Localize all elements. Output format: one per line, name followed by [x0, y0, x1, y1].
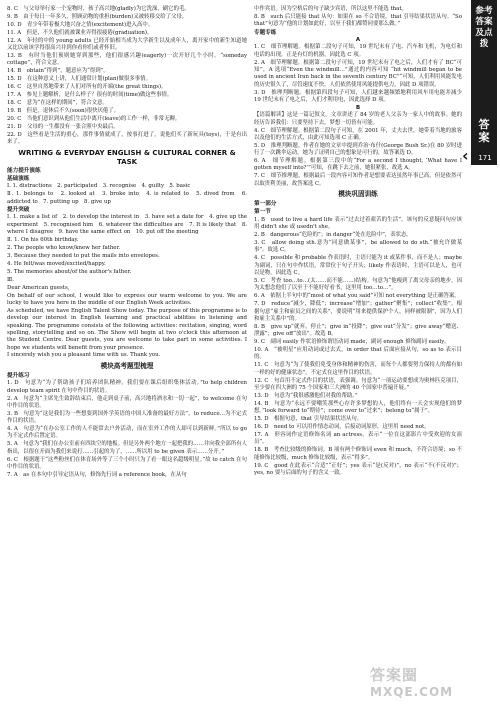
answer-item: 12. A 年轻的中的 young adults 已经开始相当成为大学新生以及成年人，离开家中的新生知道她又比以前该学得很高兴并到你看你们或者怀旧。	[7, 37, 247, 52]
answer-item: 9. B 由于每日一年多久，照顾动物的重担(burden)又被转移交给了父母。	[7, 13, 188, 20]
passage-label-b: B	[355, 104, 361, 111]
answer-item: 4. He felt/was moved/excited/happy.	[7, 260, 106, 267]
answer-item: 4. A 句意为“在办公室工作的人不能常去户外活动，而在室外工作的人却可以到新鲜。”所以 to go 为不定式作后置定语。	[7, 426, 247, 440]
answer-item: Ⅰ. 1. distractions 2. participated 3. recognise 4. guilty 5. basic	[7, 183, 191, 190]
answer-item: 1. D 句意为“为了帮助孩子们培养团队精神，我们要在课后组织集体活动。”to help children develop team spirit 在句中作目的状语。	[7, 380, 247, 394]
answer-item: 3. B 句意为“这是我们为一些想要到国外学英语的中国人准备的最好方法”。to reduce…为不定式作目的状语。	[7, 410, 247, 425]
heading-module-training: 模块巩固训练	[338, 190, 378, 199]
answer-item: 12. C 句首用不定式作目的状语，表强调。句意为“一项运动要想成为奥林匹克项目，至少要在四大洲的 75 个国家和三大洲的 40 个国家中普遍开展。”	[254, 377, 462, 391]
answer-item: Ⅲ.	[7, 276, 14, 283]
answer-item: 15. D 在这种意义上讲，人们通常计划(plan)做很多事情。	[7, 76, 151, 83]
basic-answers	[7, 183, 247, 206]
answer-item: 7. D reduce“减少，降低”；increase“增加”；gather“聚集”；collect“收集”。根据句意“雇主和雇员之间的关系”，要说明“用来提供保护个人，同样被限制”，因为人们和雇主关系中”的。	[254, 301, 462, 322]
answer-item: Ⅱ. 1. On his 60th birthday.	[7, 236, 79, 243]
right-column	[254, 6, 462, 478]
answer-tab	[471, 0, 497, 165]
answer-item: 17. A 形容词作定语修饰名词 an actress，表示“一位在这部影片中受欢迎的女演员”。	[254, 432, 462, 446]
answer-item: 13. D 句意为“我很感激他们对我的帮助。”	[254, 392, 358, 399]
tab-answer-label: 答案	[478, 118, 490, 144]
watermark-text-top: 答案圈	[370, 666, 419, 684]
answer-item: 2. B dangerous“危险的”；in danger“处在危险中”，表状态。	[254, 232, 412, 239]
watermark-logo	[370, 664, 498, 704]
answer-item: As scheduled, we have English Talent Show today. The purpose of this programme is to develop our interest in English learning and practical abilities in listening and speaking. The programme consists of the following activities: recitation, singing, word spelling, storytelling and so on. The Show will begin at two o'clock this afternoon at the Student Centre. Dear guests, you are welcome to take part in some activities. I hope we students will benefit from your presence.	[7, 307, 247, 351]
answer-list-continued	[254, 6, 462, 29]
answer-item: 14. B 句意为“永远不要嘲笑那些心存许多梦想的人，他们终有一天会实现他们的梦想。”look forward to“期待”；come over to“过来”；belong to“属于”。	[254, 400, 462, 415]
answer-item: Ⅱ. 1. belongs to 2. looked at 3. broke into 4. is related to 5. dived from 6. addicted to 7. putting up 8. give up	[7, 191, 247, 205]
answer-item: 9. C 副词 easily 作状语修饰谓语动词 made，副词 enough 修饰副词 easily。	[254, 339, 450, 346]
heading-module-review: 模块高考题型梳理	[100, 361, 154, 370]
answer-item: 1. C 细节理解题。根据第二段句子可知，19 世纪末有了电、汽车和飞机，为电灯和电话的出现，正是有灯的机器，因此选 C 项。	[254, 44, 462, 58]
tab-title: 参考答案及点拨	[475, 6, 493, 49]
heading-ability: 能力提升演练	[7, 167, 41, 174]
answer-list-top	[7, 6, 247, 147]
answer-item: On behalf of our school, I would like to express our warm welcome to you. We are lucky to have you here in the middle of our English Week activities.	[7, 292, 247, 306]
answer-item: 3. C allow doing sth.意为“同意做某事”，be allowed to do sth.“被允许做某事”。故选 C。	[254, 240, 462, 254]
answer-item: 18. B 考查比较级的修饰词。B 项有两个修饰词 even 和 much，不符合语境；so 不能修饰比较级，much 修饰比较级，表示“得多”。	[254, 447, 462, 461]
answer-item: 8. C 与父母举行家一个宠物时，孩子高兴地(gladly)为它洗澡，刷它的毛。	[7, 6, 190, 12]
answer-item: 7. A as 在本句中引导定语从句，修饰先行词 a reference book，在从句	[7, 471, 187, 478]
training-answers	[254, 217, 462, 477]
answer-item: 2. The people who know/knew her father.	[7, 244, 121, 251]
answer-item: 13. B 有时当他们预则她穿到那些，他们很感兴趣(eagerly)一次开好几个小时。“someday cottage”，符合文意。	[7, 53, 247, 67]
heading-part-one: 第一部分	[254, 201, 277, 208]
answer-item: Dear American guests,	[7, 284, 70, 291]
heading-section-one: 第一节	[254, 209, 271, 216]
answer-item: 4. C 细节理解题。根据第二段句子可知，在 2001 年，丈夫去世，她带着当地的旅客以及他们的生活方式，由此可知选项 C 正确。	[254, 127, 462, 141]
passage-a-answers	[254, 44, 462, 104]
answer-item: 19. C good 在此表示“合适”“正好”；yes 表示“是(反对)”，no 表示“不(不反对)”；yes, no 要与后面的句子的含义一致。	[254, 462, 462, 476]
heading-practice: 提升练习	[7, 372, 30, 379]
answer-item: 6. C 根据题干“这些粉丝们在体育场外等了三个小时只为了看一眼这名超级明星。”故 to catch 在句中作目的状语。	[7, 456, 247, 470]
answer-item: 8. B such 后只能接 that 从句：如果在 so 不合语境，that 引导结果状语从句。“So that”句意为“他的计划如此好，以至于我们都赞同要那么做。”	[254, 13, 462, 28]
answer-item: 10. A “被明星”应用动词或过去式。in order that 后面应接从句，so as to 表示目的。	[254, 347, 462, 361]
answer-item: 11. C 句意为“为了使我们免受身体和精神的伤害，而每个人都要努力保持人的都有如一样的好的健康状态”。不定式在这里作目的状语。	[254, 362, 462, 376]
page-number: 171	[478, 154, 492, 162]
answer-item: 14. B obtain“得到”，题意应为“得到”。	[7, 68, 109, 75]
answer-item: 6. A 细节理解题。根据第三段中的“For a second I thought, ‘What have I gotten myself into?’”可知，在跳下去之前，她很紧张，故选 A。	[254, 158, 462, 172]
answer-item: 2. A 细节理解题。根据第二段句子可知，19 世纪末有了电之后，人们才有了 BC“可知”，A 选项“Even the windmill…”通过的内容可知 “hit windmill began to be used in ancient Iran back in the seventh century BC”“可知，人们利用风能发电的历史很久了，尽管速度不快，人们依然使用风能提供电力，因此 D 项错误。	[254, 59, 462, 88]
answer-item: 5. The memories about/of the author's father.	[7, 268, 132, 275]
answer-item: 3. Because they needed to put the mails into envelopes.	[7, 252, 160, 259]
passage-label-a: A	[355, 37, 361, 44]
answer-item: 10. D 青少年带着极大地兴奋之情(excitement)进入高中。	[7, 21, 154, 28]
section-title-writing: WRITING & EVERYDAY ENGLISH & CULTURAL CORNER & TASK	[18, 148, 236, 166]
answer-item: 8. B give up“就弃，停止”；give in“投降”；give out“分发”；give away“赠送、泄露”；give off“放出”。故选 B。	[254, 323, 462, 338]
answer-item: 5. C 考查 too…to…(太……而不能……)结构。句意为“他瘦到了离父母亲的地步，因为太想念他们了以至于不能好好看书，这里用 too…to…”。	[254, 278, 462, 292]
left-column	[7, 6, 247, 480]
answer-item: 中作宾语。因为空格后的句子缺少宾语，所以这里不能选 that。	[254, 6, 407, 12]
answer-item: 【语篇解读】这是一篇记叙文。文章讲述了 84 岁的老人父亲为一家人中的故事。她的经历告诉我们：只要坚持下去，梦想一切皆有可能。	[254, 112, 462, 126]
answer-item: 5. D 推理判断题。作者在她的文章中提到乔治·布什(George Bush Sr.)在 80 岁时进行了一次跳伞运动，她为了证明自己的想象是可行的，故答案选 D。	[254, 142, 462, 157]
answer-item: I sincerely wish you a pleasant time with us. Thank you.	[7, 352, 161, 359]
answer-item: 5. A 句意为“我们在办公室前有四块空的地板。但是另外两个地方一起把我的……并向我全部所有人指出，以很在开面为我们来说打……引起的为了，……所以用 to be given 表示……分开。”	[7, 441, 247, 455]
answer-item: 19. B 但是，退休后不久(soon)很快厌倦了。	[7, 108, 120, 114]
answer-item: 11. A 但是，不久他们就被课业弄得很疲倦(graduation)。	[7, 29, 153, 36]
answer-item: 16. C 这里自然地带来了人们对所有的开端(the great things)。	[7, 84, 167, 91]
answer-item: 17. A 参见上题解析，是什么样子？很有的时间(time)做这些事情。	[7, 92, 173, 99]
answer-item: 15. D 根据句意，that 引导结果状语从句。	[254, 416, 363, 423]
watermark-text-bottom: MXQE.COM	[370, 685, 454, 699]
answer-item: 3. D 推理判断题。根据第四段句子可知，人们越来越频繁地利用风车用电能并减少 19 世纪末有了电之后，人们才利用电，因此选择 D 项。	[254, 89, 462, 103]
answer-item: 4. C possible 和 probable 作表语时，主语只能为 it 或某件事，而不是人；maybe 为副词，只在句中作状语，常常位于句子开头；likely 作表语时，主语可以是人，也可以是物。因此选 C。	[254, 255, 462, 277]
passage-b-answers	[254, 112, 462, 188]
answer-item: 22. D 这些看是生活的重心，那件事情就成了，按事打进了，说他们买了新玩具(toys)，于是有出来了。	[7, 131, 247, 146]
answer-item: Ⅰ. 1. make a list of 2. to develop the interest in 3. have set a date for 4. give up the experiment 5. recognised him 6. whatever the difficulties are 7. It is likely that 8. where I disagree 9. have the same effect on 10. put off the meeting	[7, 214, 247, 236]
answer-item: 6. A 依据上半句中的“most of what you said”可知 not everything 是正确答案。	[254, 293, 460, 300]
heading-special-practice: 专题专练	[254, 29, 277, 36]
chevron-left-icon: ‹	[462, 146, 469, 165]
heading-basic: 基础演练	[7, 175, 30, 182]
heading-breakthrough: 提升突破	[7, 206, 30, 213]
answer-item: 20. C 当他们意识到从他们生活中离开(leave)的工作一样，非常无聊。	[7, 115, 181, 122]
answer-item: 16. D need to 可以用作情态动词，后接动词原形，这里用 need not。	[254, 424, 430, 431]
answer-item: 21. D 父母的一生都没有一张合照中央最后。	[7, 123, 119, 130]
answer-item: 1. B used to live a hard life 表示“过去过着艰苦的生活”。该句的反意疑问句应该用 didn't she 或 usedn't she。	[254, 216, 462, 231]
module-answers	[7, 380, 247, 479]
answer-item: 7. C 细节推理题。根据最后一段内容可知作者是想要表达虽然年事已高，但是依然可以取贵利美丽，故答案选 C。	[254, 173, 462, 187]
answer-item: 18. C 意为“在这样的期间”，符合文意。	[7, 100, 108, 107]
answer-item: 2. A 句意为“主席先生致辞结束后，他走到桌子前，高兴地将酒水和一切一起”，to welcome 在句中作目的状语。	[7, 395, 247, 409]
breakthrough-answers	[7, 214, 247, 359]
